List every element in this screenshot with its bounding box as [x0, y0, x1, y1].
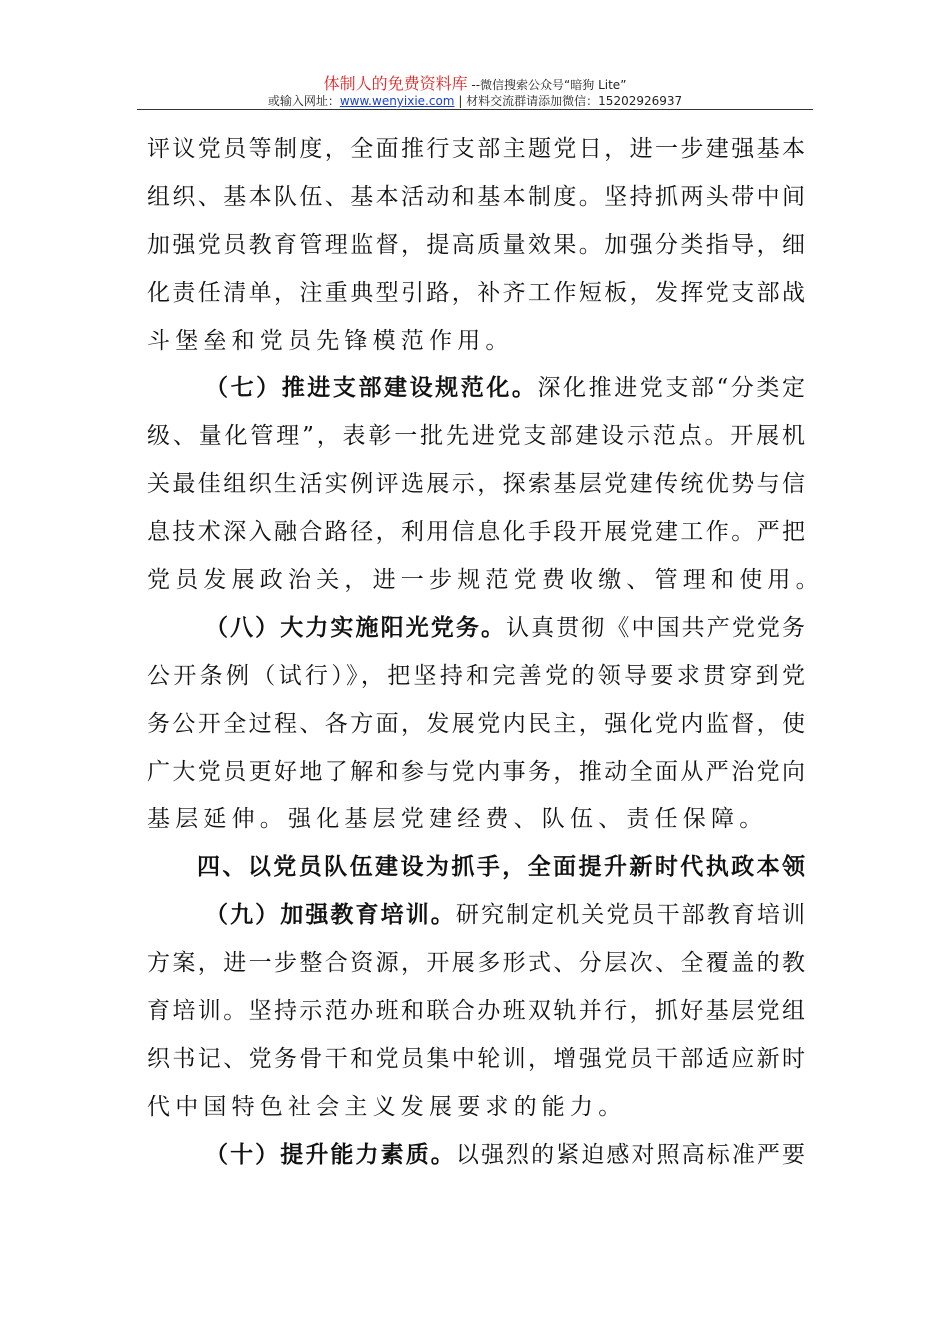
contact-info: | 材料交流群请添加微信：15202926937: [454, 94, 683, 108]
text-line: [147, 892, 805, 940]
text-line: [147, 1036, 805, 1084]
text-line: [147, 365, 805, 413]
text-segment: 加强党员教育管理监督，提高质量效果。加强分类指导，细: [147, 231, 805, 258]
text-line: [147, 557, 824, 605]
text-segment: 研究制定机关党员干部教育培训: [455, 902, 806, 929]
wechat-hint: --微信搜索公众号“暗狗 Lite”: [467, 78, 627, 92]
text-segment: 关最佳组织生活实例评选展示，探索基层党建传统优势与信: [147, 471, 805, 498]
site-name: 体制人的免费资料库: [323, 74, 468, 93]
text-segment: 以强烈的紧迫感对照高标准严要: [455, 1141, 806, 1168]
document-body: [147, 126, 824, 1180]
text-line: [147, 174, 805, 222]
text-line: [147, 270, 805, 318]
text-segment: 息技术深入融合路径，利用信息化手段开展党建工作。严把: [147, 519, 805, 546]
bold-lead: （八）大力实施阳光党务。: [205, 614, 507, 641]
text-line: [147, 126, 805, 174]
text-segment: 基层延伸。强化基层党建经费、队伍、责任保障。: [147, 806, 768, 833]
header-divider: [137, 109, 813, 110]
text-segment: 评议党员等制度，全面推行支部主题党日，进一步建强基本: [147, 136, 805, 162]
text-line: [147, 1084, 805, 1132]
section-heading: [147, 844, 805, 892]
text-line: [147, 413, 805, 461]
text-segment: 斗堡垒和党员先锋模范作用。: [147, 327, 514, 354]
bold-lead: （九）加强教育培训。: [205, 902, 456, 929]
text-segment: 组织、基本队伍、基本活动和基本制度。坚持抓两头带中间: [147, 183, 805, 210]
text-segment: 育培训。坚持示范办班和联合办班双轨并行，抓好基层党组: [147, 998, 805, 1025]
text-segment: 广大党员更好地了解和参与党内事务，推动全面从严治党向: [147, 758, 805, 785]
text-line: [147, 509, 805, 557]
text-line: [147, 701, 805, 749]
bold-lead: （七）推进支部建设规范化。: [205, 375, 538, 402]
text-line: [147, 749, 805, 797]
page-header-contact: [0, 92, 950, 109]
url-label: 或输入网址：: [267, 94, 340, 108]
text-segment: 织书记、党务骨干和党员集中轮训，增强党员干部适应新时: [147, 1045, 805, 1072]
text-segment: 务公开全过程、各方面，发展党内民主，强化党内监督，使: [147, 710, 805, 737]
text-segment: 深化推进党支部“分类定: [537, 375, 805, 402]
text-segment: 公开条例（试行）》，把坚持和完善党的领导要求贯穿到党: [147, 662, 805, 689]
text-line: [147, 1132, 805, 1180]
text-segment: 认真贯彻《中国共产党党务: [506, 614, 806, 641]
bold-lead: 四、以党员队伍建设为抓手，全面提升新时代执政本领: [197, 854, 805, 881]
page-header-title: [0, 71, 950, 94]
text-line: [147, 605, 805, 653]
text-segment: 代中国特色社会主义发展要求的能力。: [147, 1093, 627, 1120]
text-line: [147, 796, 805, 844]
text-segment: 级、量化管理”，表彰一批先进党支部建设示范点。开展机: [147, 423, 805, 450]
text-segment: 化责任清单，注重典型引路，补齐工作短板，发挥党支部战: [147, 279, 805, 306]
text-line: [147, 461, 805, 509]
text-line: [147, 988, 805, 1036]
text-line: [147, 318, 805, 366]
text-line: [147, 653, 805, 701]
bold-lead: （十）提升能力素质。: [205, 1141, 456, 1168]
text-segment: 方案，进一步整合资源，开展多形式、分层次、全覆盖的教: [147, 950, 805, 977]
text-line: [147, 222, 805, 270]
site-link[interactable]: www.wenyixie.com: [339, 94, 455, 108]
text-segment: 党员发展政治关，进一步规范党费收缴、管理和使用。: [147, 567, 824, 594]
text-line: [147, 940, 805, 988]
